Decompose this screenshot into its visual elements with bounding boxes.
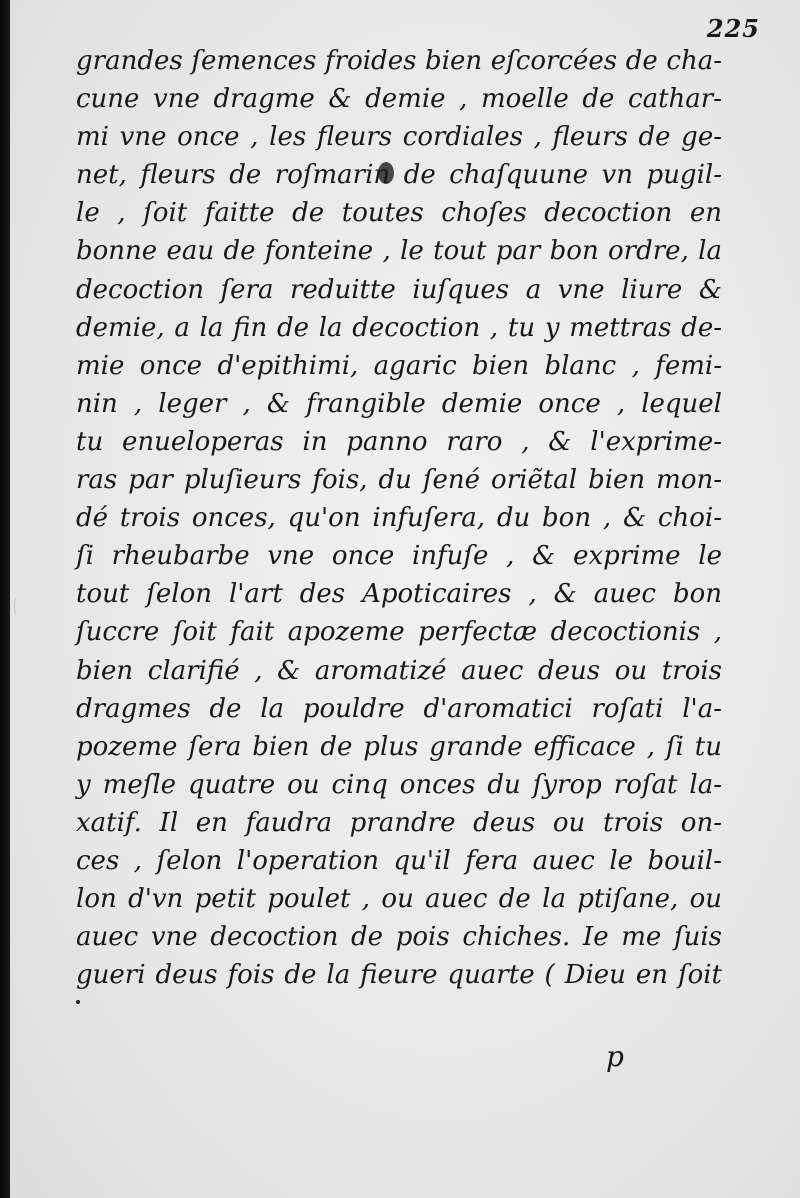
text-line: net, fleurs de roſmarin de chaſquune vn pugil-: [76, 160, 722, 191]
text-line: ſi rheubarbe vne once infuſe , & exprime le: [76, 541, 722, 572]
page-number: 225: [706, 14, 760, 43]
text-line: y meſle quatre ou cinq onces du ſyrop roſat la-: [76, 769, 722, 800]
text-line: nin , leger , & frangible demie once , lequel: [76, 388, 722, 419]
text-line: mie once d'epithimi, agaric bien blanc , femi-: [76, 350, 722, 381]
text-line: lon d'vn petit poulet , ou auec de la ptiſane, ou: [76, 884, 722, 915]
text-line: gueri deus fois de la fieure quarte ( Dieu en ſoit: [76, 960, 722, 991]
text-line: demie, a la fin de la decoction , tu y mettras de-: [76, 312, 722, 343]
text-line: ras par pluſieurs fois, du ſené oriẽtal bien mon-: [76, 465, 722, 496]
text-line: xatif. Il en faudra prandre deus ou trois on-: [76, 807, 722, 838]
book-page: [10, 0, 800, 1198]
page-left-edge-shadow: [0, 0, 10, 1198]
text-line: decoction ſera reduitte iuſques a vne liure &: [76, 274, 722, 305]
text-line: pozeme ſera bien de plus grande efficace , ſi tu: [76, 731, 722, 762]
text-line: dragmes de la pouldre d'aromatici roſati l'a-: [76, 693, 722, 724]
text-line: auec vne decoction de pois chiches. Ie me ſuis: [76, 922, 722, 953]
text-line: ſuccre ſoit fait apozeme perfectæ decoctionis ,: [76, 617, 722, 648]
body-text: [76, 42, 722, 994]
signature-mark: p: [606, 1040, 624, 1073]
margin-dot: [76, 1000, 80, 1004]
text-line: ces , ſelon l'operation qu'il fera auec le bouil-: [76, 845, 722, 876]
text-line: bonne eau de fonteine , le tout par bon ordre, la: [76, 236, 722, 267]
text-line: cune vne dragme & demie , moelle de cathar-: [76, 84, 722, 115]
text-line: dé trois onces, qu'on infuſera, du bon , & choi-: [76, 503, 722, 534]
text-line: grandes ſemences froides bien eſcorcées de cha-: [76, 46, 722, 76]
text-line: mi vne once , les fleurs cordiales , fleurs de ge-: [76, 122, 722, 153]
text-line: bien clarifié , & aromatizé auec deus ou trois: [76, 655, 722, 686]
text-line: tout ſelon l'art des Apoticaires , & auec bon: [76, 579, 722, 610]
text-line: le , ſoit faitte de toutes choſes decoction en: [76, 198, 722, 229]
text-line: tu enueloperas in panno raro , & l'exprime-: [76, 426, 722, 457]
page-fold-mark: [14, 596, 21, 616]
